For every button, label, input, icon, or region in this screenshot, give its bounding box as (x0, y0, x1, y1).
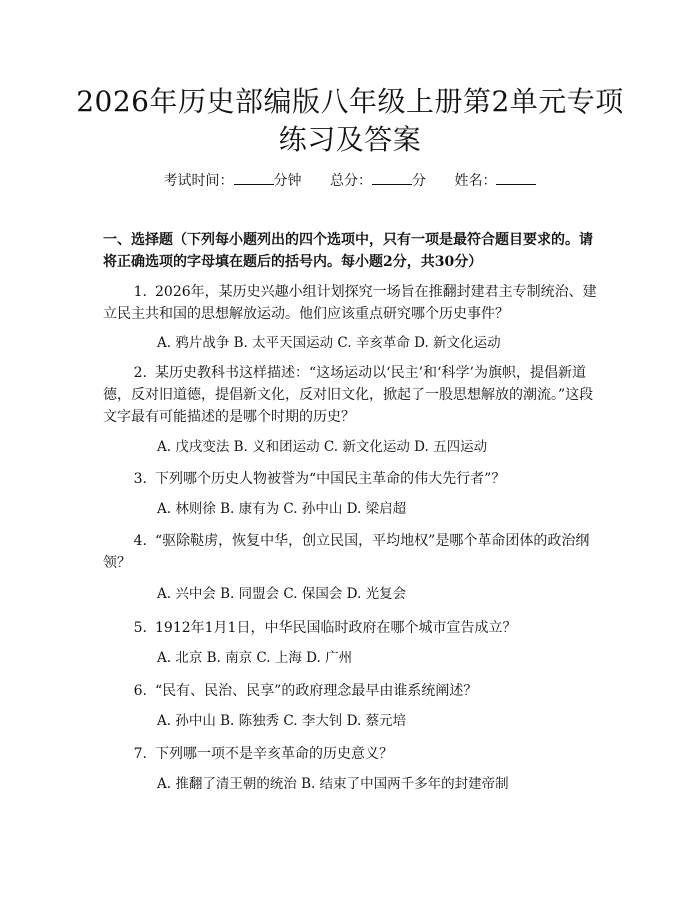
question-number: 2. (133, 365, 147, 381)
question-6-options: A. 孙中山 B. 陈独秀 C. 李大钊 D. 蔡元培 (157, 713, 407, 729)
time-label: 考试时间： (163, 173, 234, 189)
question-number: 5. (133, 620, 147, 636)
document-title-line2: 练习及答案 (278, 123, 422, 156)
name-label: 姓名： (454, 173, 497, 189)
exam-time (164, 170, 302, 191)
question-number: 1. (133, 284, 147, 300)
question-2-options: A. 戊戌变法 B. 义和团运动 C. 新文化运动 D. 五四运动 (157, 439, 488, 455)
question-7 (103, 743, 603, 765)
question-number: 6. (133, 683, 147, 699)
question-text: 某历史教科书这样描述：“这场运动以‘民主’和‘科学’为旗帜，提倡新道德，反对旧道德，提倡新文化，反对旧文化，掀起了一股思想解放的潮流。”这段文字最有可能描述的是哪个时期的历史？ (103, 365, 594, 425)
score-blank (372, 170, 412, 185)
question-text: 2026年，某历史兴趣小组计划探究一场旨在推翻封建君主专制统治、建立民主共和国的思想解放运动。他们应该重点研究哪个历史事件？ (103, 284, 597, 322)
question-3-options: A. 林则徐 B. 康有为 C. 孙中山 D. 梁启超 (157, 501, 407, 517)
question-text: 下列哪个历史人物被誉为“中国民主革命的伟大先行者”？ (155, 471, 506, 487)
exam-meta (0, 170, 700, 191)
question-4 (103, 530, 603, 574)
question-3 (103, 468, 603, 490)
score-label: 总分： (330, 173, 372, 189)
question-text: 1912年1月1日，中华民国临时政府在哪个城市宣告成立？ (155, 620, 517, 636)
exam-name (454, 170, 536, 191)
question-1 (103, 281, 603, 325)
score-unit: 分 (412, 173, 426, 189)
question-number: 3. (133, 471, 147, 487)
question-1-options: A. 鸦片战争 B. 太平天国运动 C. 辛亥革命 D. 新文化运动 (157, 335, 501, 351)
question-text: 下列哪一项不是辛亥革命的历史意义？ (155, 746, 393, 762)
section-heading: 一、选择题（下列每小题列出的四个选项中，只有一项是最符合题目要求的。请将正确选项的字母填在题后的括号内。每小题2分，共30分） (103, 232, 593, 270)
question-number: 7. (133, 746, 147, 762)
question-5 (103, 617, 603, 639)
time-unit: 分钟 (273, 173, 302, 189)
name-blank (496, 170, 536, 185)
time-blank (234, 170, 274, 185)
exam-score (330, 170, 426, 191)
question-6 (103, 680, 603, 702)
question-text: “民有、民治、民享”的政府理念最早由谁系统阐述？ (155, 683, 478, 699)
question-2 (103, 362, 603, 428)
question-7-options: A. 推翻了清王朝的统治 B. 结束了中国两千多年的封建帝制 (157, 776, 509, 792)
document-title-line1: 2026年历史部编版八年级上册第2单元专项 (76, 85, 624, 118)
question-5-options: A. 北京 B. 南京 C. 上海 D. 广州 (157, 650, 353, 666)
question-4-options: A. 兴中会 B. 同盟会 C. 保国会 D. 光复会 (157, 586, 407, 602)
question-number: 4. (133, 533, 147, 549)
question-text: “驱除鞑虏，恢复中华，创立民国，平均地权”是哪个革命团体的政治纲领？ (103, 533, 590, 571)
